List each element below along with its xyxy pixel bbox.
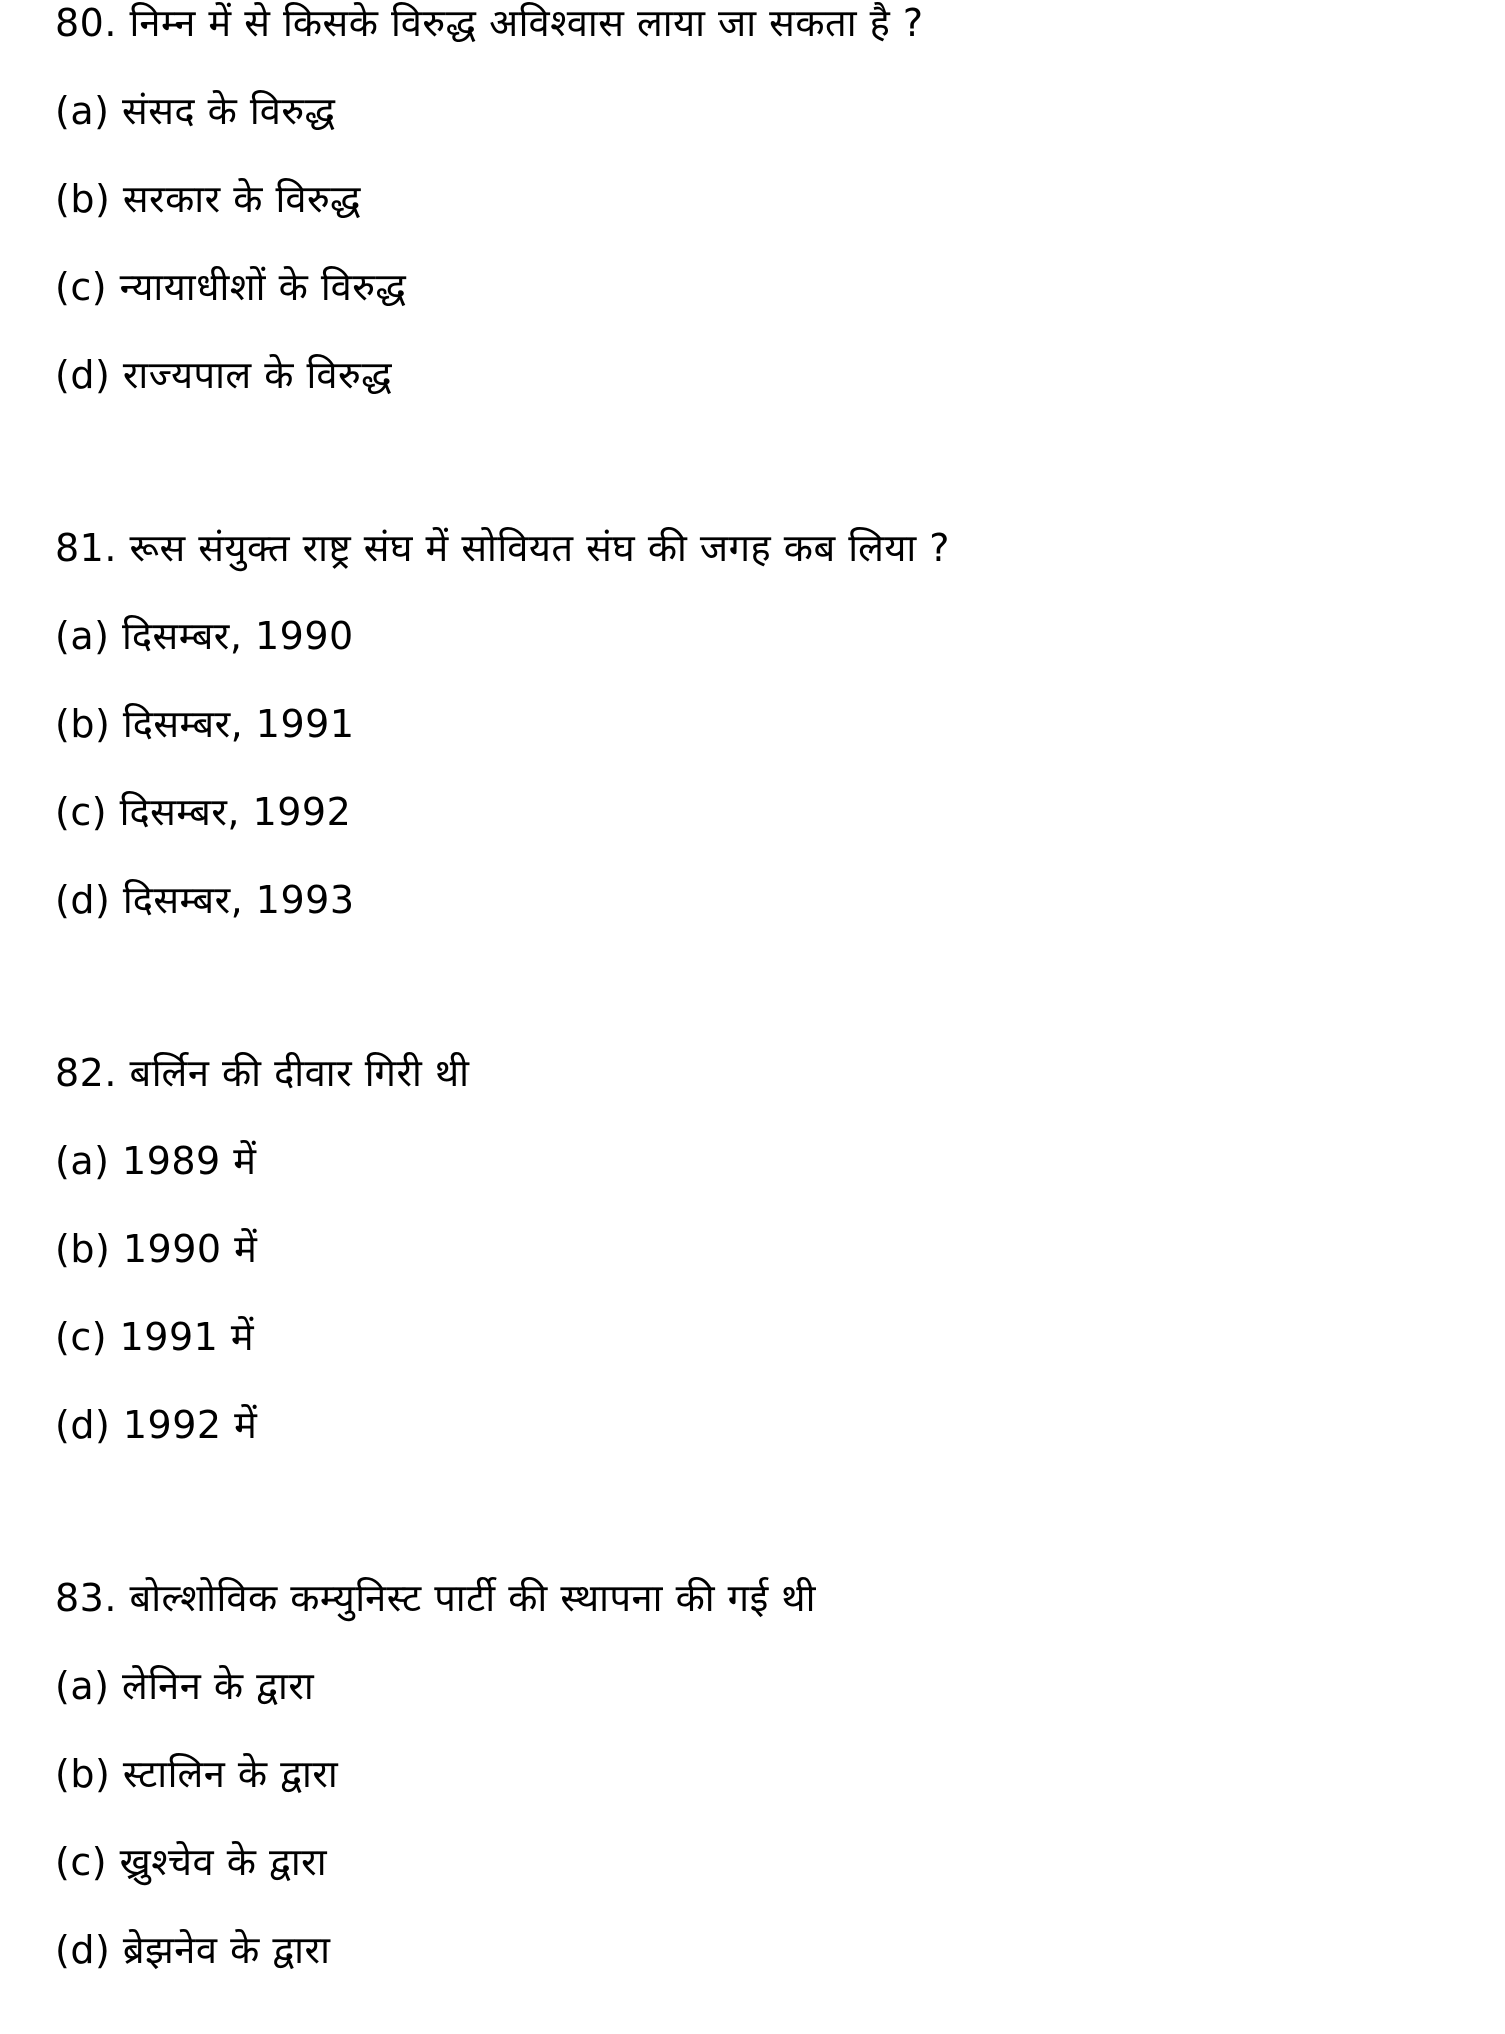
option-d: (d) 1992 में: [55, 1403, 258, 1447]
option-b: (b) सरकार के विरुद्ध: [55, 177, 362, 221]
option-b: (b) दिसम्बर, 1991: [55, 702, 355, 746]
question-83: [55, 1575, 1475, 1973]
option-b: (b) स्टालिन के द्वारा: [55, 1752, 339, 1796]
question-text: 83. बोल्शोविक कम्युनिस्ट पार्टी की स्थापना की गई थी: [55, 1576, 816, 1620]
question-text: 81. रूस संयुक्त राष्ट्र संघ में सोवियत संघ की जगह कब लिया ?: [55, 526, 950, 570]
option-c: (c) ख्रुश्चेव के द्वारा: [55, 1840, 328, 1884]
option-c: (c) 1991 में: [55, 1315, 255, 1359]
option-a: (a) 1989 में: [55, 1139, 257, 1183]
option-d: (d) ब्रेझनेव के द्वारा: [55, 1928, 331, 1972]
option-d: (d) राज्यपाल के विरुद्ध: [55, 353, 393, 397]
option-a: (a) संसद के विरुद्ध: [55, 89, 336, 133]
option-a: (a) दिसम्बर, 1990: [55, 614, 354, 658]
option-d: (d) दिसम्बर, 1993: [55, 878, 355, 922]
option-b: (b) 1990 में: [55, 1227, 258, 1271]
option-c: (c) न्यायाधीशों के विरुद्ध: [55, 265, 407, 309]
question-80: [55, 0, 1475, 398]
question-82: [55, 1050, 1475, 1448]
question-81: [55, 525, 1475, 923]
question-text: 80. निम्न में से किसके विरुद्ध अविश्वास लाया जा सकता है ?: [55, 1, 924, 45]
option-c: (c) दिसम्बर, 1992: [55, 790, 352, 834]
question-text: 82. बर्लिन की दीवार गिरी थी: [55, 1051, 470, 1095]
option-a: (a) लेनिन के द्वारा: [55, 1664, 315, 1708]
